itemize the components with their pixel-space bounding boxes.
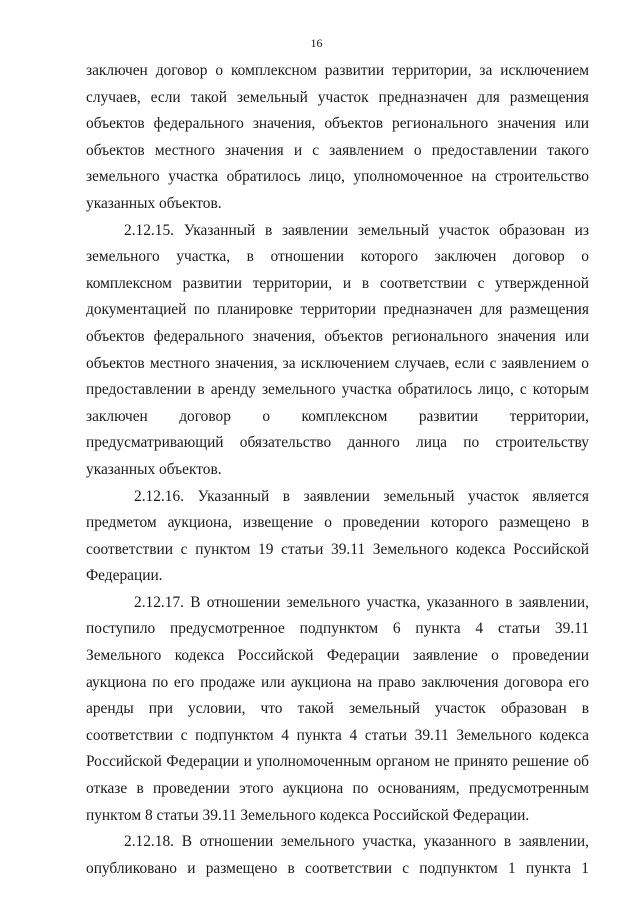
page-number: 16 — [310, 36, 323, 50]
paragraph-continuation: заключен договор о комплексном развитии территории, за исключением случаев, если такой земельный участок предназначен для размещения объектов федерального значения, объектов регионального значения или объектов местного значения и с заявлением о предоставлении такого земельного участка обратилось лицо, уполномоченное на строительство указанных объектов. — [86, 62, 589, 212]
paragraph-2-12-18: 2.12.18. В отношении земельного участка, указанного в заявлении, опубликовано и размещено в соответствии с подпунктом 1 пункта 1 — [86, 833, 589, 877]
paragraph-2-12-17: 2.12.17. В отношении земельного участка, указанного в заявлении, поступило предусмотренное подпунктом 6 пункта 4 статьи 39.11 Земельного кодекса Российской Федерации заявление о проведении аукциона по его продаже или аукциона на право заключения договора его аренды при условии, что такой земельный участок образован в соответствии с подпунктом 4 пункта 4 статьи 39.11 Земельного кодекса Российской Федерации и уполномоченным органом не принято решение об отказе в проведении этого аукциона по основаниям, предусмотренным пунктом 8 статьи 39.11 Земельного кодекса Российской Федерации. — [86, 593, 589, 824]
paragraph-2-12-15: 2.12.15. Указанный в заявлении земельный участок образован из земельного участка, в отношении которого заключен договор о комплексном развитии территории, и в соответствии с утвержденной документацией по планировке территории предназначен для размещения объектов федерального значения, объектов регионального значения или объектов местного значения, за исключением случаев, если с заявлением о предоставлении в аренду земельного участка обратилось лицо, с которым заключен договор о комплексном развитии территории, предусматривающий обязательство данного лица по строительству указанных объектов. — [86, 221, 589, 478]
paragraph-2-12-16: 2.12.16. Указанный в заявлении земельный участок является предметом аукциона, извещение о проведении которого размещено в соответствии с пунктом 19 статьи 39.11 Земельного кодекса Российской Федерации. — [86, 487, 589, 585]
document-body — [86, 58, 589, 882]
